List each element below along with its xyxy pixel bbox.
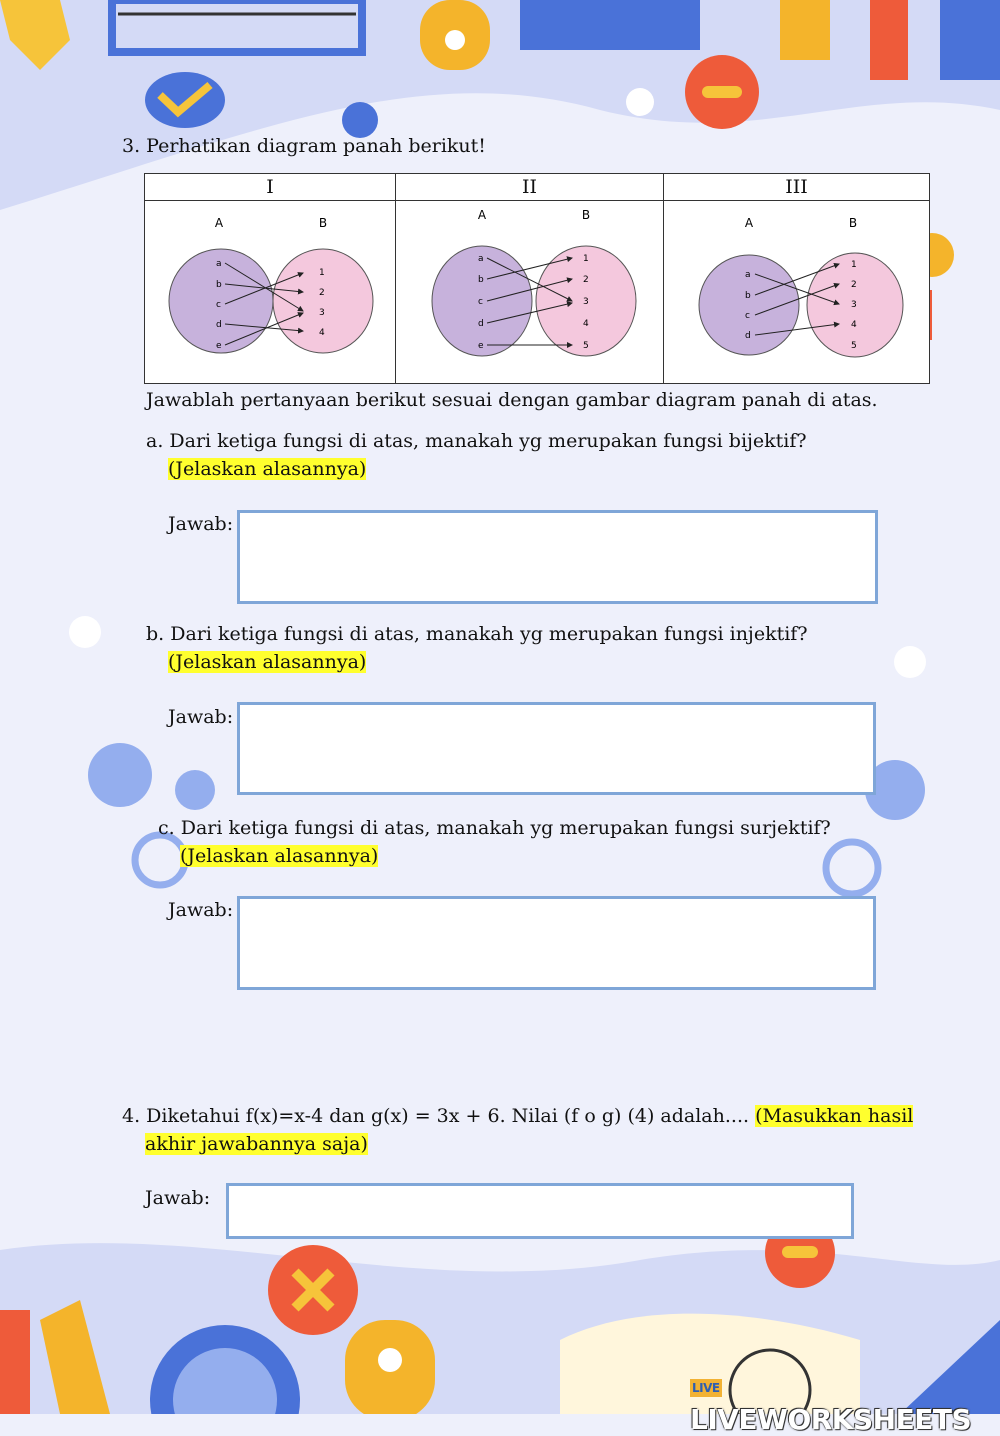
answer-label-4: Jawab:	[145, 1187, 211, 1209]
diagram-cell-3	[664, 201, 930, 384]
question-4-highlight: (Masukkan hasil akhir jawabannya saja)	[145, 1105, 914, 1155]
svg-text:2: 2	[850, 280, 857, 290]
svg-text:3: 3	[582, 297, 589, 307]
question-4-text: 4. Diketahui f(x)=x-4 dan g(x) = 3x + 6. Nilai (f o g) (4) adalah....	[122, 1105, 756, 1127]
svg-text:b: b	[216, 280, 222, 290]
svg-text:4: 4	[582, 319, 589, 329]
diagram-cell-1	[145, 201, 396, 384]
question-4	[122, 1102, 915, 1158]
table-header-1: I	[145, 174, 396, 201]
svg-text:5: 5	[850, 341, 857, 351]
question-3c	[158, 814, 910, 870]
svg-text:1: 1	[319, 268, 325, 278]
svg-text:2: 2	[319, 288, 325, 298]
svg-text:3: 3	[850, 300, 857, 310]
svg-text:b: b	[744, 291, 751, 301]
arrow-diagram-1	[153, 203, 387, 365]
set-b-label: B	[318, 216, 328, 230]
svg-text:d: d	[744, 331, 751, 341]
ruler-icon	[420, 0, 490, 70]
question-3b	[146, 620, 888, 676]
arrow-diagram-table	[144, 173, 930, 384]
svg-text:1: 1	[582, 254, 589, 264]
table-header-3: III	[664, 174, 930, 201]
answer-box-3a[interactable]	[237, 510, 878, 604]
svg-text:a: a	[744, 270, 751, 280]
svg-text:d: d	[477, 319, 484, 329]
svg-text:d: d	[216, 320, 222, 330]
set-a-label: A	[214, 216, 224, 230]
diagram-cell-2	[396, 201, 664, 384]
svg-text:2: 2	[582, 275, 589, 285]
answer-label-3a: Jawab:	[168, 513, 234, 535]
question-3b-text: b. Dari ketiga fungsi di atas, manakah yg merupakan fungsi injektif?	[146, 623, 808, 645]
answer-label-3b: Jawab:	[168, 706, 234, 728]
liveworksheets-brand: LIVEWORKSHEETS	[690, 1403, 972, 1436]
svg-text:c: c	[216, 300, 221, 310]
set-b-label: B	[848, 216, 857, 230]
arrow-diagram-3	[673, 203, 921, 365]
question-3b-highlight: (Jelaskan alasannya)	[168, 651, 367, 673]
svg-text:4: 4	[850, 320, 857, 330]
arrow-diagram-2	[410, 203, 650, 365]
answer-label-3c: Jawab:	[168, 899, 234, 921]
question-3c-highlight: (Jelaskan alasannya)	[180, 845, 379, 867]
table-header-2: II	[396, 174, 664, 201]
set-a-label: A	[477, 208, 486, 222]
question-3a	[146, 427, 888, 483]
svg-text:a: a	[477, 254, 484, 264]
svg-text:c: c	[477, 297, 483, 307]
answer-box-3b[interactable]	[237, 702, 876, 795]
question-3a-highlight: (Jelaskan alasannya)	[168, 458, 367, 480]
set-a-label: A	[744, 216, 753, 230]
svg-text:c: c	[744, 311, 750, 321]
question-3c-text: c. Dari ketiga fungsi di atas, manakah yg merupakan fungsi surjektif?	[158, 817, 831, 839]
ruler-icon	[345, 1320, 435, 1414]
question-3a-text: a. Dari ketiga fungsi di atas, manakah yg merupakan fungsi bijektif?	[146, 430, 807, 452]
answer-box-3c[interactable]	[237, 896, 876, 990]
svg-text:1: 1	[850, 260, 857, 270]
question-3-title: 3. Perhatikan diagram panah berikut!	[122, 135, 486, 157]
svg-text:5: 5	[582, 341, 589, 351]
triangle-icon	[520, 0, 700, 50]
multiply-icon	[268, 1245, 358, 1335]
svg-text:3: 3	[319, 308, 325, 318]
liveworksheets-logo	[690, 1370, 1000, 1436]
check-icon	[145, 72, 225, 128]
question-3-intro: Jawablah pertanyaan berikut sesuai dengan gambar diagram panah di atas.	[146, 389, 878, 411]
svg-text:e: e	[216, 341, 222, 351]
answer-box-4[interactable]	[226, 1183, 854, 1239]
svg-text:e: e	[477, 341, 484, 351]
svg-text:a: a	[216, 259, 222, 269]
set-b-label: B	[581, 208, 590, 222]
minus-icon	[685, 55, 759, 129]
svg-text:b: b	[477, 275, 484, 285]
liveworksheets-icon: LIVE	[692, 1381, 720, 1395]
svg-text:4: 4	[319, 328, 325, 338]
